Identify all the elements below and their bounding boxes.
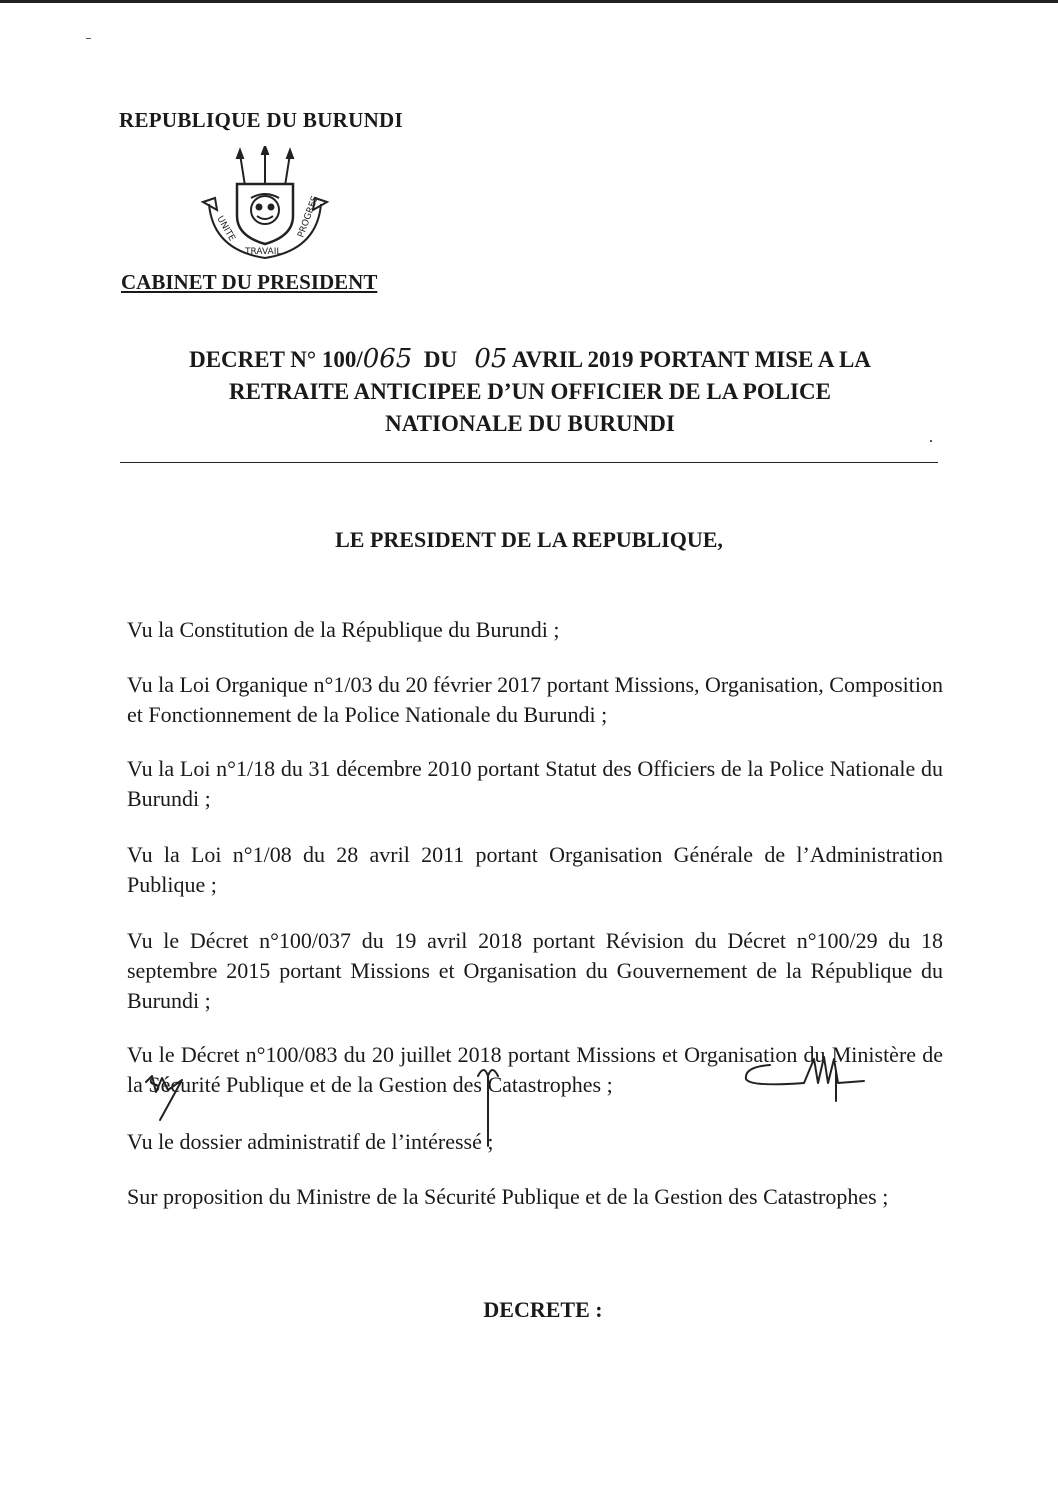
considerant-paragraph: Vu le Décret n°100/037 du 19 avril 2018 portant Révision du Décret n°100/29 du 18 septembre 2015 portant Missions et Organisation du Gouvernement de la République du Burundi ; bbox=[127, 928, 943, 1013]
cabinet-heading: CABINET DU PRESIDENT bbox=[121, 270, 378, 294]
page-top-edge bbox=[0, 0, 1058, 3]
handwritten-initials-left bbox=[138, 1068, 198, 1128]
considerant-paragraph: Vu la Constitution de la République du Burundi ; bbox=[127, 617, 560, 642]
handwritten-decree-number: 065 bbox=[362, 344, 413, 374]
handwritten-day: 05 bbox=[474, 344, 508, 374]
considerant-paragraph: Sur proposition du Ministre de la Sécurité Publique et de la Gestion des Catastrophes ; bbox=[127, 1184, 889, 1209]
considerant-paragraph: Vu la Loi n°1/18 du 31 décembre 2010 portant Statut des Officiers de la Police Nationale du Burundi ; bbox=[127, 756, 943, 811]
considerant-paragraph: Vu le dossier administratif de l’intéressé ; bbox=[127, 1129, 494, 1154]
considerant-paragraph: Vu la Loi Organique n°1/03 du 20 février 2017 portant Missions, Organisation, Composition et Fonctionnement de la Police Nationale du Burundi ; bbox=[127, 672, 943, 727]
country-heading: REPUBLIQUE DU BURUNDI bbox=[119, 108, 403, 132]
svg-text:UNITE: UNITE bbox=[214, 214, 237, 244]
decree-number-prefix: DECRET N° 100/ bbox=[189, 347, 363, 372]
considerant-paragraph: Vu le Décret n°100/083 du 20 juillet 2018 portant Missions et Organisation du Ministère de la Sécurité Publique et de la Gestion des Catastrophes ; bbox=[127, 1042, 943, 1097]
president-heading: LE PRESIDENT DE LA REPUBLIQUE, bbox=[335, 527, 723, 552]
scan-speck bbox=[86, 38, 91, 39]
svg-text:PROGRES: PROGRES bbox=[296, 194, 321, 240]
considerant-paragraph: Vu la Loi n°1/08 du 28 avril 2011 portant Organisation Générale de l’Administration Publique ; bbox=[127, 842, 943, 897]
scan-speck bbox=[930, 440, 932, 442]
coat-of-arms-emblem bbox=[195, 146, 335, 268]
handwritten-initials-center bbox=[468, 1062, 508, 1150]
decree-du: DU bbox=[423, 347, 458, 372]
decrete-heading: DECRETE : bbox=[483, 1297, 603, 1322]
decree-title-line-1-rest: AVRIL 2019 PORTANT MISE A LA bbox=[511, 347, 871, 372]
title-separator-rule bbox=[120, 462, 938, 463]
decree-title-line-1 bbox=[110, 343, 950, 376]
decree-title bbox=[110, 343, 950, 440]
decree-title-line-3: NATIONALE DU BURUNDI bbox=[385, 411, 675, 436]
decree-title-line-2: RETRAITE ANTICIPEE D’UN OFFICIER DE LA POLICE bbox=[229, 379, 831, 404]
handwritten-signature-right bbox=[740, 1045, 870, 1105]
svg-text:TRAVAIL: TRAVAIL bbox=[245, 247, 282, 257]
